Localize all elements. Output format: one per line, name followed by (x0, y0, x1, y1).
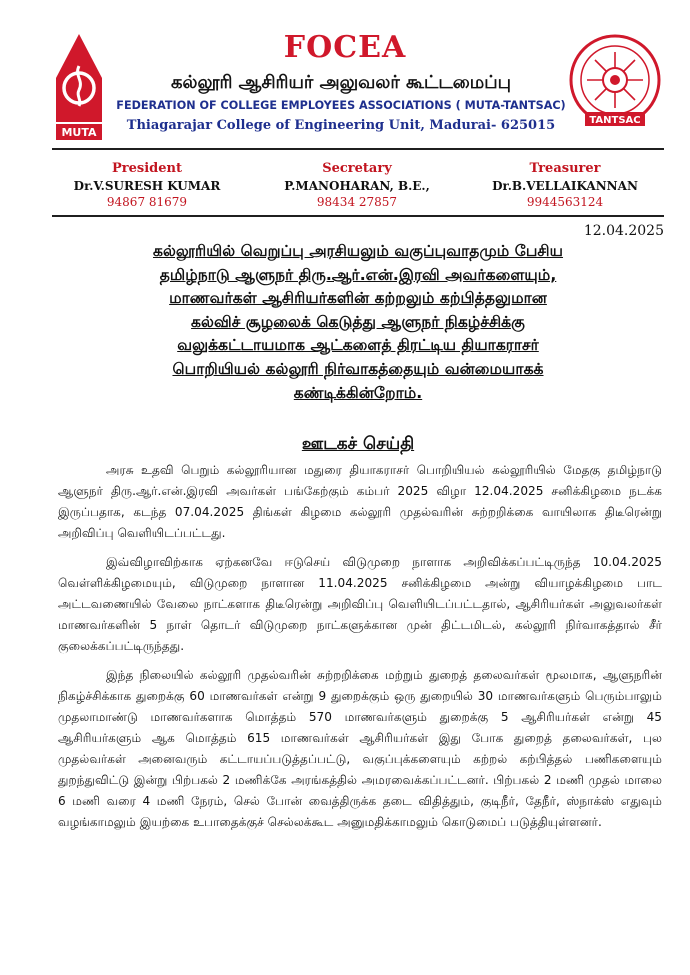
headline-line: கல்லூரியில் வெறுப்பு அரசியலும் வகுப்புவாதமும் பேசிய (152, 242, 564, 260)
officer-president (52, 161, 242, 209)
headline-line: கல்விச் சூழலைக் கெடுத்து ஆளுநர் நிகழ்ச்சிக்கு (191, 312, 525, 331)
headline-line: பொறியியல் கல்லூரி நிர்வாகத்தையும் வன்மையாகக் (172, 359, 544, 378)
headline-line: கண்டிக்கின்றோம். (293, 383, 423, 402)
header-divider (52, 148, 664, 150)
headline-line: மாணவர்கள் ஆசிரியர்களின் கற்றலும் கற்பித்தலுமான (169, 289, 547, 308)
officer-role: President (112, 161, 182, 176)
officer-treasurer (470, 161, 660, 209)
officer-name: Dr.B.VELLAIKANNAN (492, 179, 638, 193)
officer-name: P.MANOHARAN, B.E., (284, 179, 430, 193)
unit-address: Thiagarajar College of Engineering Unit, Madurai- 625015 (126, 118, 556, 133)
headline-line: தமிழ்நாடு ஆளுநர் திரு.ஆர்.என்.இரவி அவர்களையும், (159, 265, 557, 284)
officer-secretary (262, 161, 452, 209)
officer-phone: 9944563124 (526, 195, 604, 209)
muta-logo-label: MUTA (61, 126, 97, 139)
officer-role: Treasurer (529, 161, 601, 176)
officers-divider (52, 215, 664, 217)
release-date: 12.04.2025 (583, 223, 664, 239)
press-release-label: ஊடகச் செய்தி (301, 434, 415, 454)
paragraph: இந்த நிலையில் கல்லூரி முதல்வரின் சுற்றறிக்கை மற்றும் துறைத் தலைவர்கள் மூலமாக, ஆளுநரின் நிகழ்ச்சிக்காக துறைக்கு 60 மாணவர்கள் என்று 9 துறைக்கும் ஒரு துறையில் 30 மாணவர்களும் பெரும்பாலும் முதலாமாண்டு மாணவர்களாக மொத்தம் 570 மாணவர்களும் துறைக்கு 5 ஆசிரியர்கள் என்று 45 ஆசிரியர்களும் ஆக மொத்தம் 615 மாணவர்கள் ஆசிரியர்கள் இது போக துறைத் தலைவர்கள், புல முதல்வர்கள் அனைவரும் கட்டாயப்படுத்தப்பட்டு, வகுப்புக்களையும் கற்றல் கற்பித்தல் பணிகளையும் துறந்துவிட்டு இன்று பிற்பகல் 2 மணிக்கே அரங்கத்தில் அமரவைக்கப்பட்டனர். பிற்பகல் 2 மணி முதல் மாலை 6 மணி வரை 4 மணி நேரம், செல் போன் வைத்திருக்க தடை விதித்தும், குடிநீர், தேநீர், ஸ்நாக்ஸ் எதுவும் வழங்காமலும் இயற்கை உபாதைக்குச் செல்லக்கூட அனுமதிக்காமலும் கொடுமைப் படுத்தியுள்ளனர். (58, 668, 662, 829)
officer-name: Dr.V.SURESH KUMAR (73, 179, 221, 193)
paragraph: இவ்விழாவிற்காக ஏற்கனவே ஈடுசெய் விடுமுறை நாளாக அறிவிக்கப்பட்டிருந்த 10.04.2025 வெள்ளிக்கிழமையும், விடுமுறை நாளான 11.04.2025 சனிக்கிழமை அன்று வியாழக்கிழமை பாட அட்டவணையில் வேலை நாட்களாக திடீரென்று அறிவிப்பு வெளியிடப்பட்டதால், ஆசிரியர்கள் அலுவலர்கள் மாணவர்களின் 5 நாள் தொடர் விடுமுறை நாட்களுக்கான முன் திட்டமிடல், கல்லூரி நிர்வாகத்தால் சீர் குலைக்கப்பட்டிருந்தது. (58, 555, 662, 653)
officer-phone: 94867 81679 (106, 195, 188, 209)
headline (52, 240, 664, 405)
org-tamil-name: கல்லூரி ஆசிரியர் அலுவலர் கூட்டமைப்பு (170, 72, 512, 93)
officer-role: Secretary (322, 161, 392, 176)
body-text (58, 460, 662, 841)
tantsac-seal-label: TANTSAC (589, 115, 641, 126)
org-english-name: FEDERATION OF COLLEGE EMPLOYEES ASSOCIATIONS ( MUTA-TANTSAC) (116, 99, 566, 112)
paragraph: அரசு உதவி பெறும் கல்லூரியான மதுரை தியாகராசர் பொறியியல் கல்லூரியில் மேதகு தமிழ்நாடு ஆளுநர் திரு.ஆர்.என்.இரவி அவர்கள் பங்கேற்கும் கம்பர் 2025 விழா 12.04.2025 சனிக்கிழமை நடக்க இருப்பதாக, கடந்த 07.04.2025 திங்கள் கிழமை கல்லூரி முதல்வரின் சுற்றறிக்கை வாயிலாக திடீரென்று அறிவிப்பு வெளியிடப்பட்டது. (58, 463, 662, 540)
officer-phone: 98434 27857 (316, 195, 398, 209)
headline-line: வலுக்கட்டாயமாக ஆட்களைத் திரட்டிய தியாகராசர் (177, 336, 539, 355)
org-abbreviation: FOCEA (283, 30, 407, 65)
